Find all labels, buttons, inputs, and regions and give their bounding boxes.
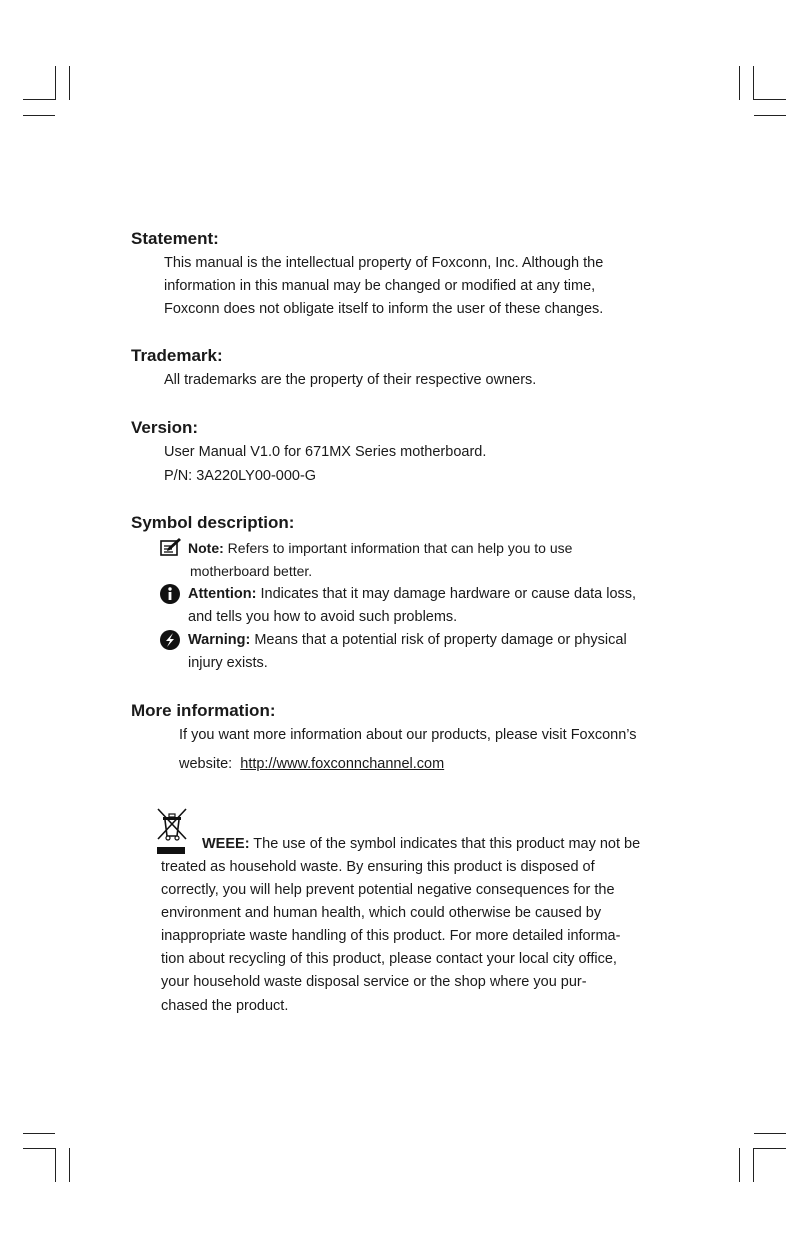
more-info-line [179,754,444,774]
website-link[interactable]: http://www.foxconnchannel.com [240,756,445,772]
attention-text: Indicates that it may damage hardware or cause data loss, [256,586,637,602]
more-info-line: If you want more information about our products, please visit Foxconn’s [179,727,637,743]
weee-line: correctly, you will help prevent potential negative consequences for the [161,882,615,898]
statement-line: This manual is the intellectual property of Foxconn, Inc. Although the [164,255,604,271]
note-label: Note: [188,540,224,556]
weee-line: inappropriate waste handling of this product. For more detailed informa- [161,928,621,944]
more-information-heading: More information: [131,701,276,720]
weee-line: your household waste disposal service or the shop where you pur- [161,974,587,990]
attention-label: Attention: [188,586,257,602]
attention-line-cont: and tells you how to avoid such problems. [188,609,458,625]
weee-line: environment and human health, which could otherwise be caused by [161,905,602,921]
note-line [188,538,572,558]
crop-mark [69,1148,70,1182]
version-line: User Manual V1.0 for 671MX Series motherboard. [164,444,487,460]
note-pencil-icon [159,536,181,558]
crop-mark [754,115,786,116]
crop-mark [23,1133,55,1134]
warning-label: Warning: [188,632,251,648]
lightning-circle-icon [159,629,181,651]
crop-mark [739,66,740,100]
statement-heading: Statement: [131,229,219,248]
crop-mark [753,1148,754,1182]
crop-mark [753,66,754,100]
version-line: P/N: 3A220LY00-000-G [164,468,317,484]
crop-mark [23,115,55,116]
website-label: website: [179,756,241,772]
crop-mark [55,66,56,100]
crop-mark [23,99,55,100]
weee-line: chased the product. [161,998,289,1014]
trademark-heading: Trademark: [131,346,223,365]
trademark-line: All trademarks are the property of their respective owners. [164,372,537,388]
statement-line: information in this manual may be changed or modified at any time, [164,278,596,294]
crop-mark [754,1133,786,1134]
weee-line [202,834,640,854]
warning-text: Means that a potential risk of property damage or physical [250,632,627,648]
weee-label: WEEE: [202,836,250,852]
crossed-bin-icon [155,806,189,856]
statement-line: Foxconn does not obligate itself to inform the user of these changes. [164,301,604,317]
attention-line [188,584,636,604]
warning-line [188,630,627,650]
crop-mark [739,1148,740,1182]
weee-first-text: The use of the symbol indicates that this product may not be [249,836,641,852]
note-text: Refers to important information that can help you to use [223,540,573,556]
crop-mark [754,1148,786,1149]
crop-mark [23,1148,55,1149]
symbol-description-heading: Symbol description: [131,513,295,532]
version-heading: Version: [131,418,199,437]
crop-mark [69,66,70,100]
weee-line: tion about recycling of this product, please contact your local city office, [161,951,617,967]
warning-line-cont: injury exists. [188,655,268,671]
crop-mark [754,99,786,100]
info-circle-icon [159,583,181,605]
note-line-cont: motherboard better. [190,563,313,579]
weee-line: treated as household waste. By ensuring this product is disposed of [161,859,595,875]
crop-mark [55,1148,56,1182]
